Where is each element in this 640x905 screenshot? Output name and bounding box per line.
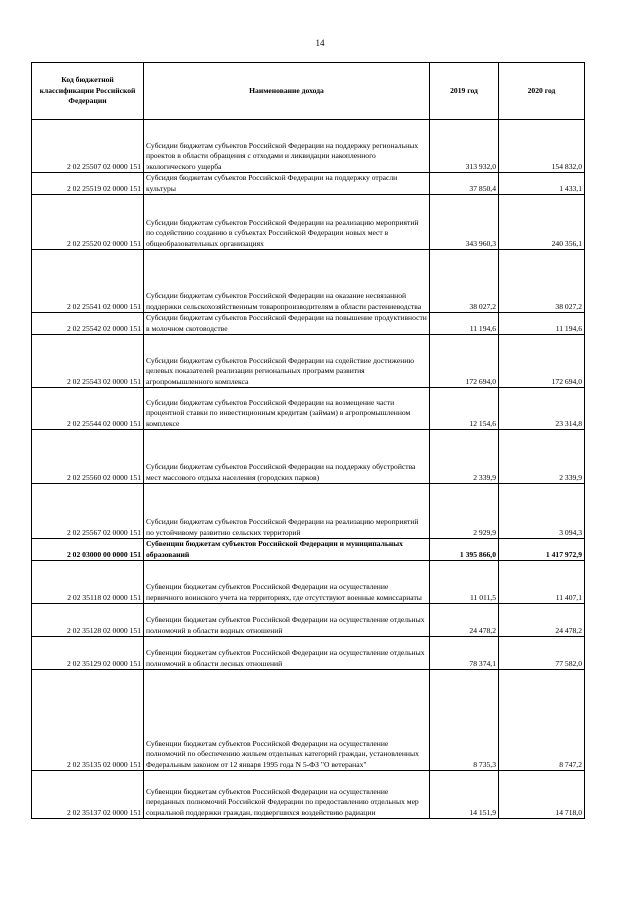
cell-2019: 343 960,3 [430,195,499,250]
table-row [32,561,585,604]
cell-name: Субвенции бюджетам субъектов Российской Федерации на осуществление переданных полномочий Российской Федерации по предоставлению отдельных мер социальной поддержки граждан, подвергшихся воздействию радиации [144,771,430,819]
cell-2020: 1 417 972,9 [499,539,585,561]
cell-2019: 8 735,3 [430,670,499,771]
cell-name: Субсидия бюджетам субъектов Российской Федерации на поддержку отрасли культуры [144,173,430,195]
cell-name: Субсидии бюджетам субъектов Российской Федерации на поддержку обустройства мест массового отдыха населения (городских парков) [144,430,430,484]
cell-code: 2 02 25567 02 0000 151 [32,484,144,539]
cell-2019: 14 151,9 [430,771,499,819]
cell-name: Субсидии бюджетам субъектов Российской Федерации на возмещение части процентной ставки по инвестиционным кредитам (займам) в агропромышленном комплексе [144,388,430,430]
cell-name: Субсидии бюджетам субъектов Российской Федерации на оказание несвязанной поддержки сельскохозяйственным товаропроизводителям в области растениеводства [144,250,430,313]
cell-name: Субвенции бюджетам субъектов Российской Федерации и муниципальных образований [144,539,430,561]
cell-2020: 3 094,3 [499,484,585,539]
cell-2020: 240 356,1 [499,195,585,250]
cell-2020: 154 832,0 [499,120,585,173]
cell-2020: 14 718,0 [499,771,585,819]
table-row [32,484,585,539]
cell-code: 2 02 25544 02 0000 151 [32,388,144,430]
table-header-row [32,63,585,120]
cell-2019: 313 932,0 [430,120,499,173]
table-row [32,670,585,771]
cell-code: 2 02 35137 02 0000 151 [32,771,144,819]
cell-name: Субсидии бюджетам субъектов Российской Федерации на содействие достижению целевых показателей реализации региональных программ развития агропромышленного комплекса [144,335,430,388]
cell-code: 2 02 35129 02 0000 151 [32,637,144,670]
cell-2020: 11 407,1 [499,561,585,604]
table-row [32,771,585,819]
cell-2019: 172 694,0 [430,335,499,388]
cell-2019: 12 154,6 [430,388,499,430]
cell-name: Субсидии бюджетам субъектов Российской Федерации на реализацию мероприятий по устойчивому развитию сельских территорий [144,484,430,539]
cell-name: Субвенции бюджетам субъектов Российской Федерации на осуществление полномочий по обеспечению жильем отдельных категорий граждан, установленных Федеральным законом от 12 января 1995 года N 5-ФЗ "О ветеранах" [144,670,430,771]
cell-code: 2 02 35118 02 0000 151 [32,561,144,604]
table-row [32,388,585,430]
cell-code: 2 02 25507 02 0000 151 [32,120,144,173]
cell-name: Субвенции бюджетам субъектов Российской Федерации на осуществление отдельных полномочий в области водных отношений [144,604,430,637]
cell-2019: 37 850,4 [430,173,499,195]
cell-2019: 38 027,2 [430,250,499,313]
cell-2020: 24 478,2 [499,604,585,637]
cell-2020: 2 339,9 [499,430,585,484]
cell-code: 2 02 03000 00 0000 151 [32,539,144,561]
cell-code: 2 02 25520 02 0000 151 [32,195,144,250]
cell-code: 2 02 25542 02 0000 151 [32,313,144,335]
cell-2020: 11 194,6 [499,313,585,335]
cell-2019: 11 194,6 [430,313,499,335]
header-name: Наименование дохода [144,63,430,120]
cell-2020: 38 027,2 [499,250,585,313]
page-number: 14 [315,38,325,48]
cell-2020: 172 694,0 [499,335,585,388]
cell-code: 2 02 35128 02 0000 151 [32,604,144,637]
table-row [32,250,585,313]
table-row [32,335,585,388]
cell-2019: 11 011,5 [430,561,499,604]
cell-2019: 2 929,9 [430,484,499,539]
cell-2019: 24 478,2 [430,604,499,637]
cell-name: Субсидии бюджетам субъектов Российской Федерации на реализацию мероприятий по содействию созданию в субъектах Российской Федерации новых мест в общеобразовательных организациях [144,195,430,250]
cell-2020: 8 747,2 [499,670,585,771]
cell-name: Субсидии бюджетам субъектов Российской Федерации на поддержку региональных проектов в области обращения с отходами и ликвидации накопленного экологического ущерба [144,120,430,173]
cell-name: Субвенции бюджетам субъектов Российской Федерации на осуществление отдельных полномочий в области лесных отношений [144,637,430,670]
cell-code: 2 02 25543 02 0000 151 [32,335,144,388]
table-row [32,430,585,484]
cell-name: Субвенции бюджетам субъектов Российской Федерации на осуществление первичного воинского учета на территориях, где отсутствуют военные комиссариаты [144,561,430,604]
table-row [32,313,585,335]
header-2019: 2019 год [430,63,499,120]
header-code: Код бюджетной классификации Российской Федерации [32,63,144,120]
header-2020: 2020 год [499,63,585,120]
cell-code: 2 02 25560 02 0000 151 [32,430,144,484]
cell-code: 2 02 35135 02 0000 151 [32,670,144,771]
table-row [32,195,585,250]
cell-2019: 78 374,1 [430,637,499,670]
cell-2019: 2 339,9 [430,430,499,484]
table-row [32,637,585,670]
revenue-table [31,62,585,819]
table-body [32,120,585,819]
cell-name: Субсидии бюджетам субъектов Российской Федерации на повышение продуктивности в молочном скотоводстве [144,313,430,335]
table-row [32,539,585,561]
cell-2020: 23 314,8 [499,388,585,430]
cell-2019: 1 395 866,0 [430,539,499,561]
table-row [32,120,585,173]
cell-code: 2 02 25519 02 0000 151 [32,173,144,195]
table-row [32,604,585,637]
table-row [32,173,585,195]
cell-2020: 77 582,0 [499,637,585,670]
cell-2020: 1 433,1 [499,173,585,195]
cell-code: 2 02 25541 02 0000 151 [32,250,144,313]
